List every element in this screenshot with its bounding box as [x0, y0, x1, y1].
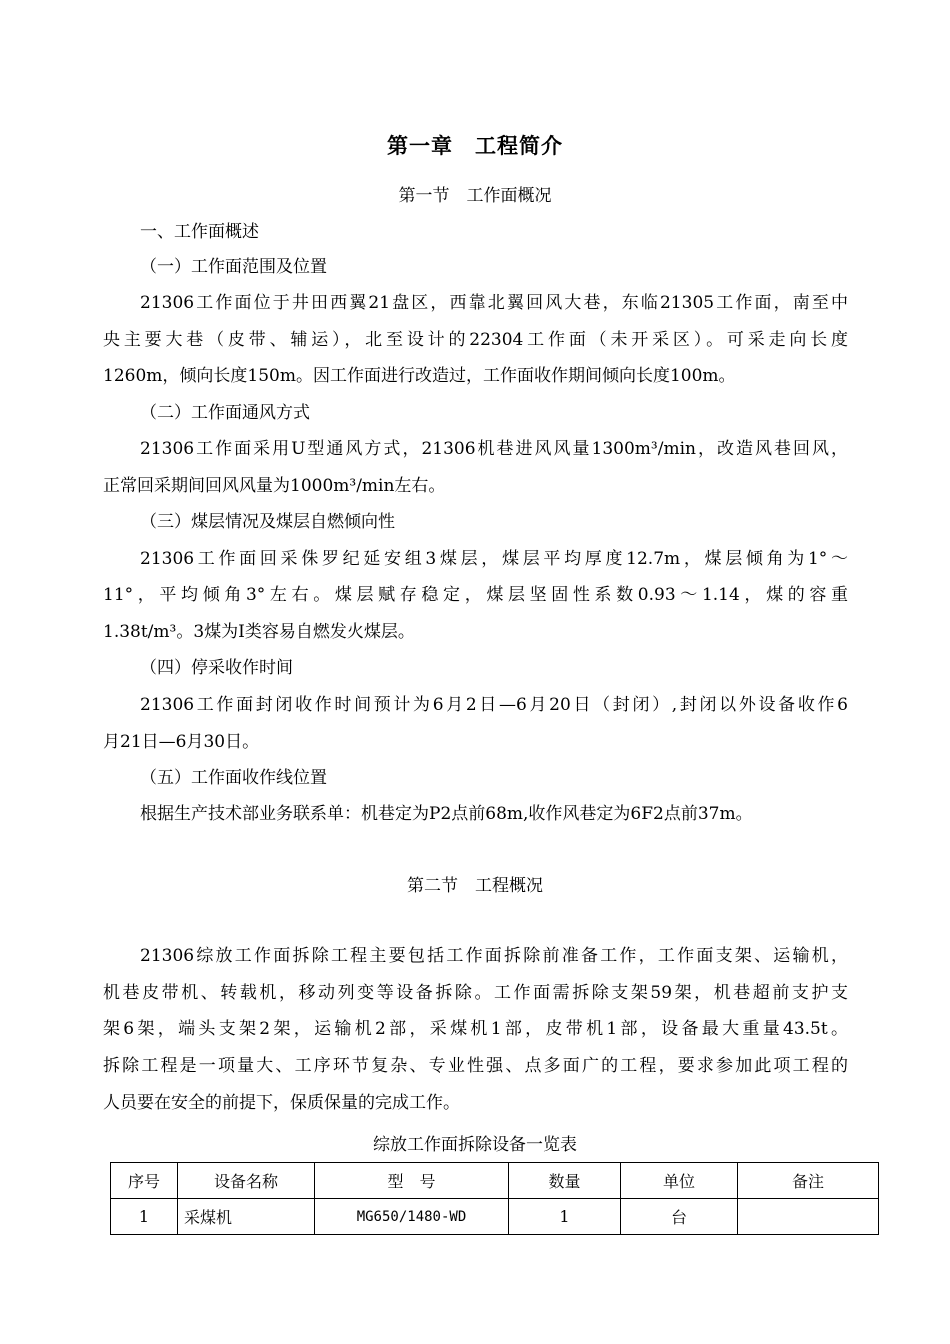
table-cell: MG650/1480-WD [315, 1199, 509, 1235]
paragraph-line: 架6架，端头支架2架，运输机2部，采煤机1部，皮带机1部，设备最大重量43.5t。 [103, 1019, 848, 1039]
table-caption: 综放工作面拆除设备一览表 [373, 1135, 577, 1155]
paragraph-line: 央主要大巷（皮带、辅运），北至设计的22304工作面（未开采区）。可采走向长度 [103, 330, 848, 350]
paragraph-line: 21306工作面采用U型通风方式，21306机巷进风风量1300m³/min，改造风巷回风， [140, 439, 848, 459]
table-header-row [111, 1163, 879, 1199]
paragraph-line: 月21日—6月30日。 [103, 732, 260, 752]
paragraph-line: 正常回采期间回风风量为1000m³/min左右。 [103, 476, 446, 496]
paragraph-line: 人员要在安全的前提下，保质保量的完成工作。 [103, 1093, 460, 1113]
subheading: （五）工作面收作线位置 [140, 768, 327, 788]
paragraph-line: 1260m，倾向长度150m。因工作面进行改造过，工作面收作期间倾向长度100m。 [103, 366, 736, 386]
table-cell: 采煤机 [178, 1199, 315, 1235]
paragraph-line: 21306工作面封闭收作时间预计为6月2日—6月20日（封闭）,封闭以外设备收作6 [140, 695, 848, 715]
paragraph-line: 拆除工程是一项量大、工序环节复杂、专业性强、点多面广的工程，要求参加此项工程的 [103, 1056, 848, 1076]
section-title: 第二节 工程概况 [407, 876, 543, 896]
equipment-table [110, 1162, 879, 1235]
paragraph-line: 1.38t/m³。3煤为Ⅰ类容易自燃发火煤层。 [103, 622, 415, 642]
paragraph-line: 21306综放工作面拆除工程主要包括工作面拆除前准备工作，工作面支架、运输机， [140, 946, 848, 966]
table-row [111, 1199, 879, 1235]
table-cell [738, 1199, 879, 1235]
table-cell: 台 [621, 1199, 738, 1235]
paragraph-line: 机巷皮带机、转载机，移动列变等设备拆除。工作面需拆除支架59架，机巷超前支护支 [103, 983, 848, 1003]
chapter-title: 第一章 工程简介 [387, 134, 563, 158]
subheading: （四）停采收作时间 [140, 658, 293, 678]
table-header-cell: 型 号 [315, 1163, 509, 1199]
table-header-cell: 序号 [111, 1163, 178, 1199]
paragraph-line: 根据生产技术部业务联系单：机巷定为P2点前68m,收作风巷定为6F2点前37m。 [140, 804, 753, 824]
subheading: （二）工作面通风方式 [140, 403, 310, 423]
subheading: （一）工作面范围及位置 [140, 257, 327, 277]
paragraph-line: 11°，平均倾角3°左右。煤层赋存稳定，煤层坚固性系数0.93～1.14，煤的容重 [103, 585, 848, 605]
paragraph-line: 21306工作面位于井田西翼21盘区，西靠北翼回风大巷，东临21305工作面，南至中 [140, 293, 848, 313]
section-title: 第一节 工作面概况 [398, 186, 552, 206]
table-header-cell: 数量 [509, 1163, 621, 1199]
table-cell: 1 [111, 1199, 178, 1235]
heading: 一、工作面概述 [140, 222, 259, 242]
table-header-cell: 单位 [621, 1163, 738, 1199]
table-header-cell: 设备名称 [178, 1163, 315, 1199]
table-header-cell: 备注 [738, 1163, 879, 1199]
paragraph-line: 21306工作面回采侏罗纪延安组3煤层，煤层平均厚度12.7m，煤层倾角为1°～ [140, 549, 848, 569]
table-cell: 1 [509, 1199, 621, 1235]
subheading: （三）煤层情况及煤层自燃倾向性 [140, 512, 395, 532]
